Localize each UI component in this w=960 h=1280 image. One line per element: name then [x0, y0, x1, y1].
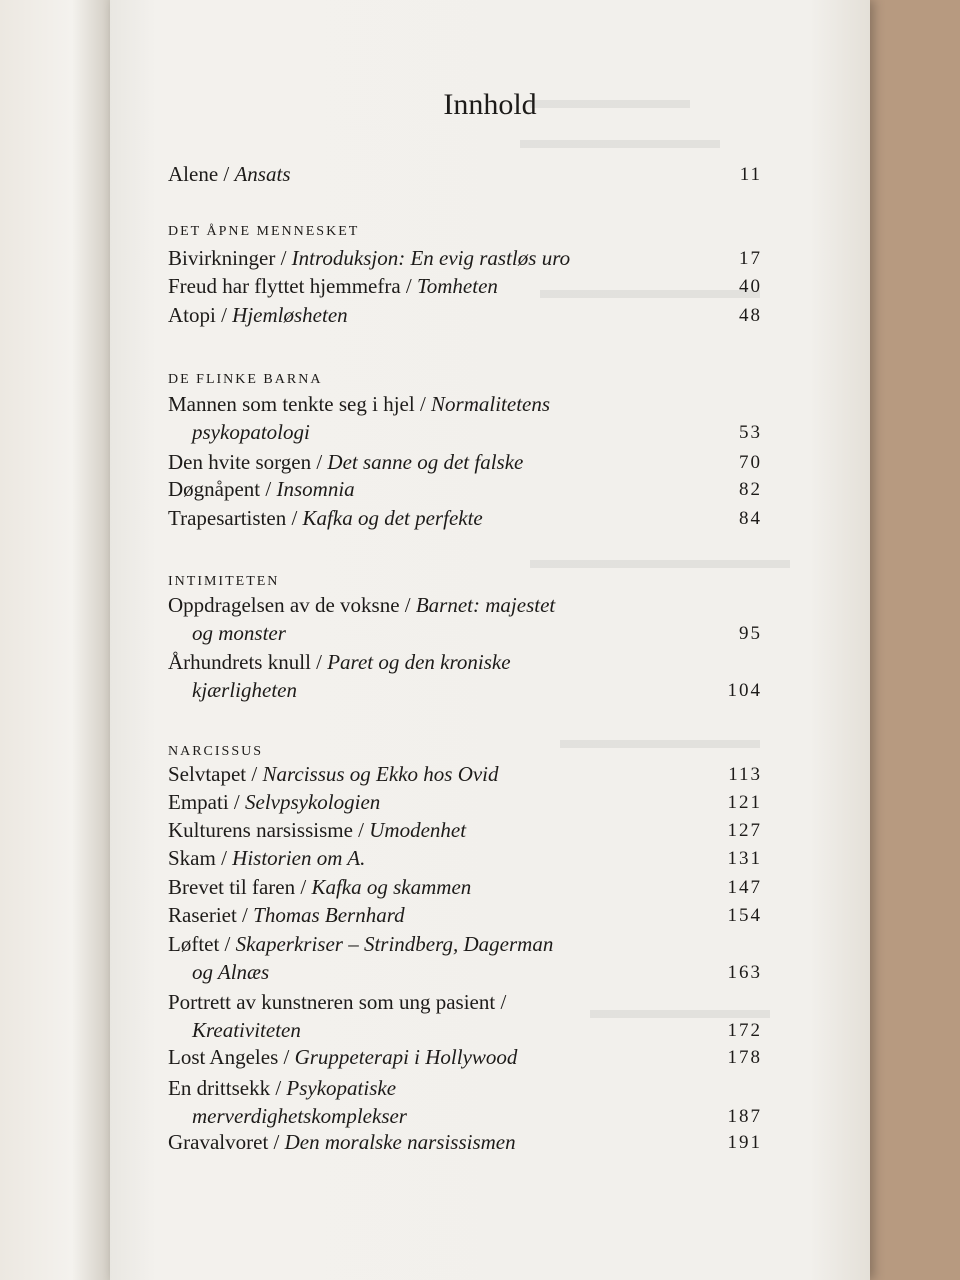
chapter-subtitle: Kafka og det perfekte — [302, 506, 483, 530]
page-number: 82 — [739, 479, 762, 500]
page-number: 40 — [739, 276, 762, 297]
page-number: 53 — [739, 422, 762, 443]
chapter-subtitle-continued — [192, 420, 310, 445]
chapter-subtitle: Ansats — [234, 162, 291, 186]
toc-entry-title — [168, 932, 553, 957]
toc-entry-title — [168, 392, 550, 417]
toc-entry-title — [168, 790, 380, 815]
chapter-subtitle: Kreativiteten — [192, 1018, 301, 1042]
page-number: 178 — [727, 1047, 762, 1068]
chapter-title: Selvtapet / — [168, 762, 263, 786]
chapter-subtitle: Thomas Bernhard — [253, 903, 405, 927]
chapter-subtitle: Barnet: majestet — [415, 593, 556, 617]
chapter-title: Lost Angeles / — [168, 1045, 295, 1069]
chapter-title: Portrett av kunstneren som ung pasient / — [168, 990, 507, 1014]
chapter-title: Brevet til faren / — [168, 875, 312, 899]
toc-entry-title — [168, 506, 483, 531]
chapter-title: Oppdragelsen av de voksne / — [168, 593, 416, 617]
page-number: 127 — [727, 820, 762, 841]
chapter-title: Døgnåpent / — [168, 477, 277, 501]
toc-entry-title — [168, 762, 499, 787]
toc-entry-title — [168, 650, 511, 675]
chapter-subtitle: Psykopatiske — [286, 1076, 397, 1100]
page-number: 70 — [739, 452, 762, 473]
page-number: 163 — [727, 962, 762, 983]
page-number: 17 — [739, 248, 762, 269]
toc-entry-title — [168, 1076, 396, 1101]
chapter-subtitle: Paret og den kroniske — [327, 650, 511, 674]
chapter-title: Gravalvoret / — [168, 1130, 285, 1154]
toc-entry-title — [168, 303, 348, 328]
chapter-subtitle: og monster — [192, 621, 286, 645]
chapter-subtitle-continued — [192, 1104, 407, 1129]
page-number: 147 — [727, 877, 762, 898]
page-number: 121 — [727, 792, 762, 813]
toc-entry-title — [168, 1130, 516, 1155]
section-heading: NARCISSUS — [168, 744, 264, 759]
chapter-subtitle: Narcissus og Ekko hos Ovid — [262, 762, 499, 786]
chapter-subtitle: merverdighetskomplekser — [192, 1104, 407, 1128]
page-number: 187 — [727, 1106, 762, 1127]
chapter-subtitle: Den moralske narsissismen — [284, 1130, 516, 1154]
page-number: 48 — [739, 305, 762, 326]
chapter-subtitle: Umodenhet — [369, 818, 467, 842]
page-number: 191 — [727, 1132, 762, 1153]
chapter-title: Kulturens narsissisme / — [168, 818, 370, 842]
page-number: 11 — [739, 164, 762, 185]
chapter-subtitle: Skaperkriser – Strindberg, Dagerman — [235, 932, 554, 956]
chapter-title: En drittsekk / — [168, 1076, 287, 1100]
chapter-subtitle: Tomheten — [417, 274, 498, 298]
toc-entry-title — [168, 846, 365, 871]
toc-entry-title — [168, 1045, 517, 1070]
chapter-subtitle: psykopatologi — [192, 420, 310, 444]
chapter-title: Freud har flyttet hjemmefra / — [168, 274, 417, 298]
toc-entry-title — [168, 990, 506, 1015]
chapter-subtitle: og Alnæs — [192, 960, 270, 984]
section-heading: DE FLINKE BARNA — [168, 372, 323, 387]
page-number: 154 — [727, 905, 762, 926]
previous-page-edge — [0, 0, 120, 1280]
chapter-subtitle: Introduksjon: En evig rastløs uro — [291, 246, 571, 270]
chapter-title: Århundrets knull / — [168, 650, 328, 674]
chapter-subtitle-continued — [192, 678, 297, 703]
toc-entry-title — [168, 875, 471, 900]
toc-entry-title — [168, 818, 466, 843]
chapter-subtitle: Normalitetens — [431, 392, 551, 416]
toc-entry-title — [168, 274, 498, 299]
chapter-subtitle-continued — [192, 1018, 301, 1043]
chapter-subtitle: Selvpsykologien — [245, 790, 381, 814]
toc-entry-title — [168, 246, 570, 271]
page-number: 172 — [727, 1020, 762, 1041]
page-number: 84 — [739, 508, 762, 529]
chapter-subtitle: Insomnia — [276, 477, 355, 501]
toc-entry-title — [168, 450, 523, 475]
toc-entry-title — [168, 903, 405, 928]
section-heading: INTIMITETEN — [168, 574, 280, 589]
chapter-title: Den hvite sorgen / — [168, 450, 328, 474]
page-number: 131 — [727, 848, 762, 869]
chapter-title: Raseriet / — [168, 903, 254, 927]
chapter-subtitle-continued — [192, 960, 269, 985]
chapter-subtitle: Historien om A. — [232, 846, 366, 870]
chapter-subtitle: Hjemløsheten — [232, 303, 348, 327]
chapter-title: Trapesartisten / — [168, 506, 303, 530]
page-title: Innhold — [443, 88, 537, 121]
book-page — [110, 0, 870, 1280]
page-number: 104 — [727, 680, 762, 701]
chapter-subtitle: kjærligheten — [192, 678, 297, 702]
section-heading: DET ÅPNE MENNESKET — [168, 224, 360, 239]
chapter-subtitle: Gruppeterapi i Hollywood — [294, 1045, 518, 1069]
chapter-title: Alene / — [168, 162, 235, 186]
toc-entry-title — [168, 593, 555, 618]
chapter-title: Empati / — [168, 790, 245, 814]
toc-entry-title — [168, 477, 355, 502]
chapter-subtitle-continued — [192, 621, 286, 646]
chapter-subtitle: Det sanne og det falske — [327, 450, 524, 474]
chapter-title: Mannen som tenkte seg i hjel / — [168, 392, 432, 416]
page-number: 95 — [739, 623, 762, 644]
page-number: 113 — [728, 764, 762, 785]
chapter-title: Løftet / — [168, 932, 236, 956]
chapter-title: Atopi / — [168, 303, 233, 327]
chapter-title: Skam / — [168, 846, 233, 870]
chapter-subtitle: Kafka og skammen — [311, 875, 472, 899]
toc-entry-title — [168, 162, 291, 187]
chapter-title: Bivirkninger / — [168, 246, 292, 270]
